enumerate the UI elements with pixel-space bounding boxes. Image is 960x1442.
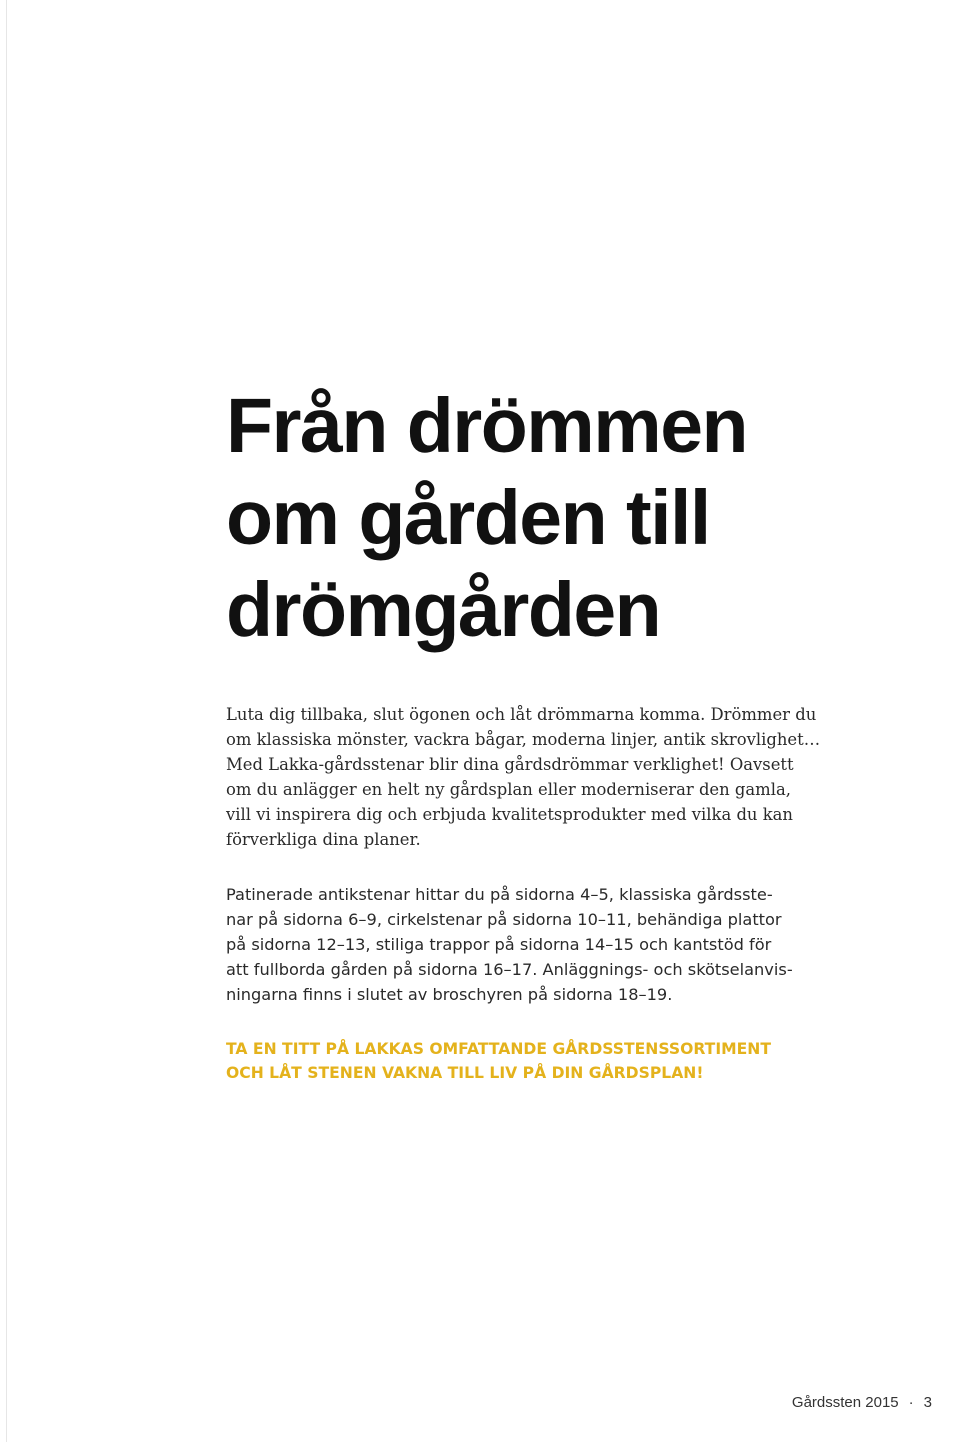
intro-line-5: vill vi inspirera dig och erbjuda kvalitetsprodukter med vilka du kan [226,805,793,824]
page-footer [792,1394,932,1411]
body-line-2: nar på sidorna 6–9, cirkelstenar på sidorna 10–11, behändiga plattor [226,910,782,929]
page-number: 3 [923,1394,932,1411]
title-line-2: om gården till [226,475,710,561]
intro-line-4: om du anlägger en helt ny gårdsplan eller moderniserar den gamla, [226,780,791,799]
intro-line-3: Med Lakka-gårdsstenar blir dina gårdsdrömmar verklighet! Oavsett [226,755,794,774]
intro-line-6: förverkliga dina planer. [226,830,421,849]
body-paragraph [226,882,796,1007]
callout-line-2: OCH LÅT STENEN VAKNA TILL LIV PÅ DIN GÅRDSPLAN! [226,1064,704,1082]
body-line-4: att fullborda gården på sidorna 16–17. Anläggnings- och skötselanvis- [226,960,793,979]
callout-line-1: TA EN TITT PÅ LAKKAS OMFATTANDE GÅRDSSTENSSORTIMENT [226,1040,771,1058]
page-title [226,380,796,656]
body-line-1: Patinerade antikstenar hittar du på sidorna 4–5, klassiska gårdsste- [226,885,773,904]
intro-paragraph [226,702,821,852]
main-content [226,380,821,1085]
footer-separator: · [908,1394,914,1411]
title-line-3: drömgården [226,567,661,653]
body-line-5: ningarna finns i slutet av broschyren på sidorna 18–19. [226,985,673,1004]
intro-line-1: Luta dig tillbaka, slut ögonen och låt drömmarna komma. Drömmer du [226,705,817,724]
intro-line-2: om klassiska mönster, vackra bågar, moderna linjer, antik skrovlighet… [226,730,821,749]
title-line-1: Från drömmen [226,383,748,469]
callout-text [226,1037,796,1085]
footer-publication: Gårdssten 2015 [791,1394,899,1411]
body-line-3: på sidorna 12–13, stiliga trappor på sidorna 14–15 och kantstöd för [226,935,772,954]
page-edge-rule [6,0,7,1442]
